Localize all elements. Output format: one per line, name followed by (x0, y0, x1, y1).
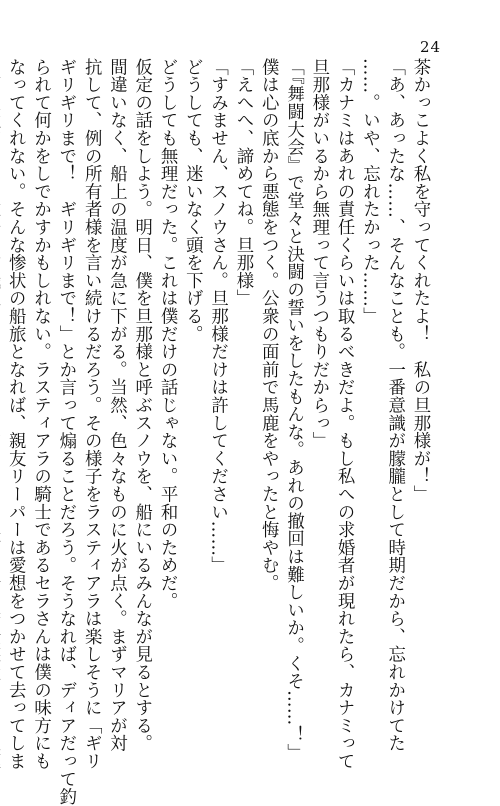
text-line: 「えへへ、諦めてね。旦那様」 (232, 58, 253, 308)
text-line: 抗して、例の所有者様を言い続けるだろう。その様子をラスティアラは楽しそうに「ギリ (81, 58, 102, 770)
text-line: 茶かっこよく私を守ってくれたよ！ 私の旦那様が！」 (410, 58, 430, 503)
text-line: どうしても、迷いなく頭を下げる。 (182, 58, 203, 343)
text-line: どうしても無理だった。これは僕だけの話じゃない。平和のためだ。 (157, 58, 178, 610)
text-line: 「あ、あったな……、そんなことも。一番意識が朦朧として時期だから、忘れかけてた (384, 58, 405, 753)
text-line: 「すみません、スノウさん。旦那様だけは許してください……」 (207, 58, 228, 575)
text-line: 仮定の話をしよう。明日、僕を旦那様と呼ぶスノウを、船にいるみんなが見るとする。 (131, 58, 152, 753)
page-number: 24 (420, 38, 442, 56)
text-line: ギリギリまで！ ギリギリまで！」とか言って煽ることだろう。そうなれば、ディアだって釣 (55, 58, 76, 806)
text-line: 「カナミはあれの責任くらいは取るべきだよ。もし私への求婚者が現れたら、カナミって (334, 58, 355, 770)
body-text (0, 58, 432, 806)
text-line: 旦那様がいるから無理って言うつもりだからっ」 (308, 58, 329, 450)
text-line: 「『舞闘大会』で堂々と決闘の誓いをしたもんな。あれの撤回は難しいか。くそ……！」 (283, 58, 304, 762)
text-line (0, 58, 2, 658)
text-line: 僕は心の底から悪態をつく。公衆の面前で馬鹿をやったと悔やむ。 (258, 58, 279, 592)
text-line: ……。いや、忘れたかった……」 (359, 58, 380, 325)
text-line: 間違いなく、船上の温度が急に下がる。当然、色々なものに火が点く。まずマリアが対 (106, 58, 127, 753)
text-line: られて何かをしでかすかもしれない。ラスティアラの騎士であるセラさんは僕の味方にも (30, 58, 51, 770)
text-line: なってくれない。そんな惨状の船旅となれば、親友リーパーは愛想をつかせて去ってしま (5, 58, 26, 770)
